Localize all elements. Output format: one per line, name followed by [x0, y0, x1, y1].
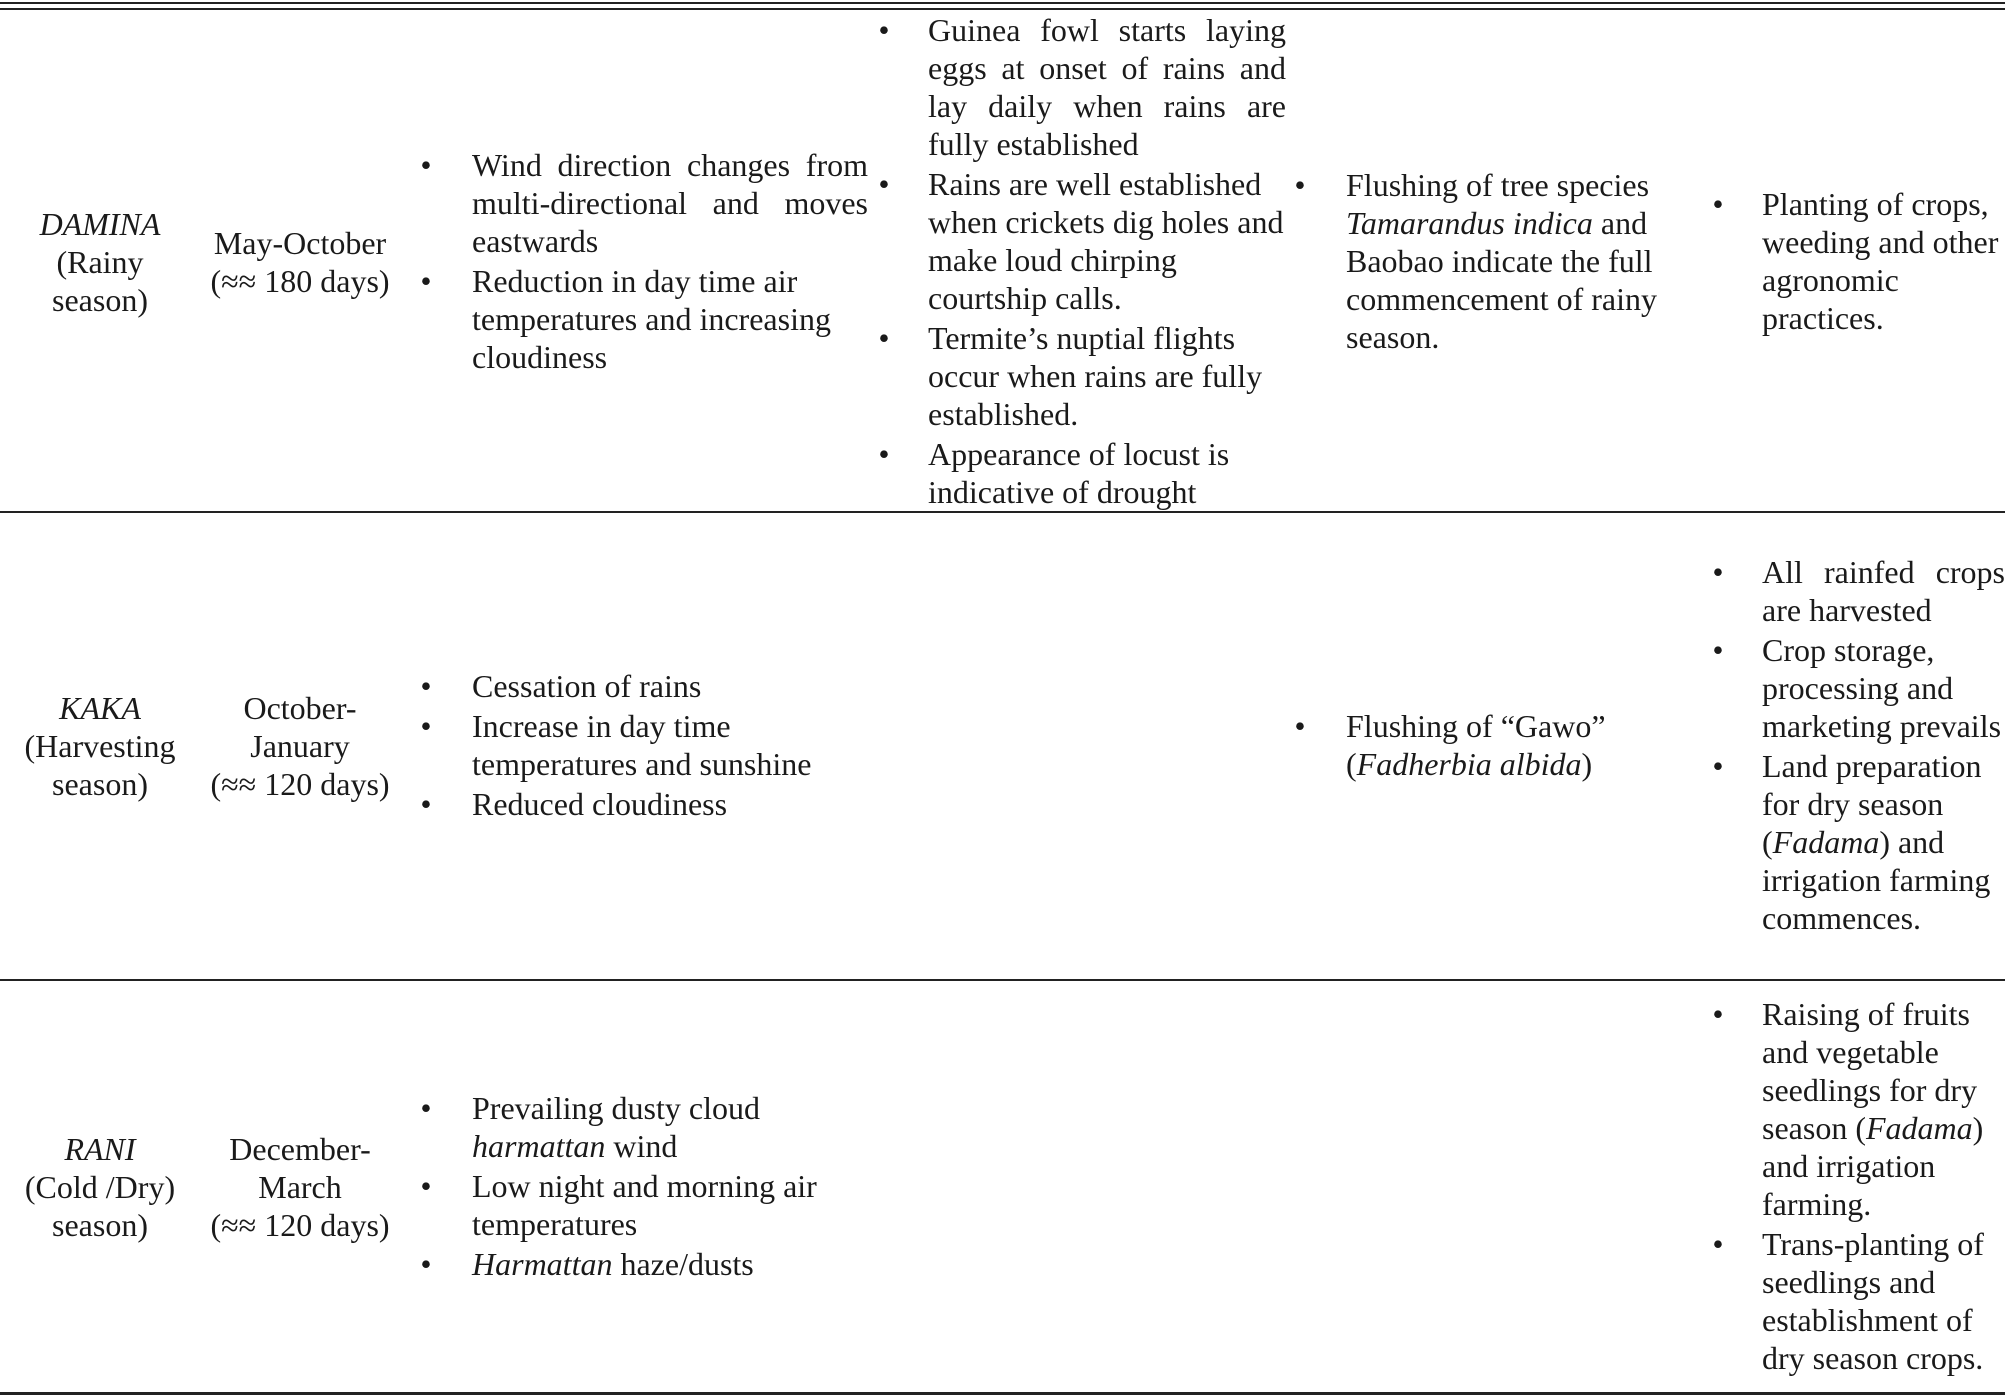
period-text: December-: [229, 1130, 371, 1167]
list-item: • Guinea fowl starts laying eggs at onset of rains and lay daily when rains are fully established: [866, 11, 1286, 163]
weather-indicators-cell: [408, 12, 868, 511]
list-item: • All rainfed crops are harvested: [1700, 553, 2005, 629]
list-item: • Raising of fruits and vegetable seedlings for dry season (Fadama) and irrigation farming.: [1700, 995, 2005, 1223]
period-text: January: [250, 728, 350, 764]
farm-activities-cell: [1700, 12, 2005, 511]
season-desc: (Harvesting: [24, 728, 176, 764]
bullet-icon: •: [420, 786, 432, 822]
farm-activities-cell: [1700, 981, 2005, 1392]
list-item: • Reduced cloudiness: [408, 785, 868, 823]
bullet-icon: •: [420, 1089, 432, 1126]
list-item: • Planting of crops, weeding and other agronomic practices.: [1700, 185, 2005, 337]
list-item: • Rains are well established when crickets dig holes and make loud chirping courtship calls.: [866, 165, 1286, 317]
bullet-icon: •: [420, 262, 432, 299]
list-item: • Reduction in day time air temperatures and increasing cloudiness: [408, 262, 868, 376]
weather-list: [408, 1089, 868, 1285]
bullet-icon: •: [878, 319, 890, 356]
list-item: • Crop storage, processing and marketing prevails: [1700, 631, 2005, 745]
bullet-icon: •: [878, 11, 890, 48]
farm-list: [1700, 995, 2005, 1379]
animal-list: [866, 11, 1286, 513]
bullet-icon: •: [1294, 166, 1306, 203]
bullet-icon: •: [1712, 554, 1724, 590]
list-item: • Trans-planting of seedlings and establishment of dry season crops.: [1700, 1225, 2005, 1377]
bullet-icon: •: [1712, 185, 1724, 222]
table-row-rani: [0, 981, 2005, 1392]
season-name: KAKA: [59, 690, 141, 726]
bullet-icon: •: [420, 1245, 432, 1282]
plant-indicators-cell: [1282, 12, 1702, 511]
list-item: • Harmattan haze/dusts: [408, 1245, 868, 1283]
season-desc: season): [52, 766, 148, 802]
season-cell: [0, 513, 200, 979]
animal-indicators-cell: [866, 12, 1286, 511]
season-desc: (Rainy: [56, 243, 144, 280]
bullet-icon: •: [1294, 708, 1306, 744]
weather-indicators-cell: [408, 981, 868, 1392]
season-cell: [0, 981, 200, 1392]
list-item: • Land preparation for dry season (Fadama) and irrigation farming commences.: [1700, 747, 2005, 937]
weather-list: [408, 667, 868, 825]
period-cell: [200, 981, 400, 1392]
bottom-rule: [0, 1392, 2005, 1395]
farm-list: [1700, 553, 2005, 939]
period-days: (≈≈ 120 days): [210, 766, 390, 802]
table-row-damina: [0, 12, 2005, 511]
farm-list: [1700, 185, 2005, 339]
bullet-icon: •: [1712, 995, 1724, 1032]
plant-indicators-cell: [1282, 513, 1702, 979]
plant-list: [1282, 166, 1702, 358]
plant-list: [1282, 707, 1702, 785]
bullet-icon: •: [1712, 1225, 1724, 1262]
list-item: • Appearance of locust is indicative of drought: [866, 435, 1286, 511]
weather-list: [408, 146, 868, 378]
period-cell: [200, 513, 400, 979]
list-item: • Cessation of rains: [408, 667, 868, 705]
farm-activities-cell: [1700, 513, 2005, 979]
bullet-icon: •: [1712, 748, 1724, 784]
period-text: May-October: [213, 224, 387, 261]
top-rule: [0, 2, 2005, 4]
bullet-icon: •: [420, 146, 432, 183]
period-text: October-: [243, 690, 357, 726]
list-item: • Prevailing dusty cloud harmattan wind: [408, 1089, 868, 1165]
period-cell: [200, 12, 400, 511]
season-desc: (Cold /Dry): [24, 1168, 176, 1205]
list-item: • Flushing of tree species Tamarandus indica and Baobao indicate the full commencement of rainy season.: [1282, 166, 1702, 356]
list-item: • Flushing of “Gawo” (Fadherbia albida): [1282, 707, 1702, 783]
list-item: • Wind direction changes from multi-directional and moves eastwards: [408, 146, 868, 260]
table-row-kaka: [0, 513, 2005, 979]
bullet-icon: •: [420, 708, 432, 744]
season-name: DAMINA: [39, 205, 161, 242]
list-item: • Increase in day time temperatures and sunshine: [408, 707, 868, 783]
period-days: (≈≈ 180 days): [210, 262, 390, 299]
season-name: RANI: [64, 1130, 136, 1167]
period-text: March: [258, 1168, 342, 1205]
bullet-icon: •: [420, 1167, 432, 1204]
season-desc: season): [52, 281, 148, 318]
list-item: • Low night and morning air temperatures: [408, 1167, 868, 1243]
bullet-icon: •: [1712, 632, 1724, 668]
list-item: • Termite’s nuptial flights occur when rains are fully established.: [866, 319, 1286, 433]
bullet-icon: •: [878, 435, 890, 472]
bullet-icon: •: [878, 165, 890, 202]
season-desc: season): [52, 1206, 148, 1243]
season-cell: [0, 12, 200, 511]
bullet-icon: •: [420, 668, 432, 704]
weather-indicators-cell: [408, 513, 868, 979]
period-days: (≈≈ 120 days): [210, 1206, 390, 1243]
